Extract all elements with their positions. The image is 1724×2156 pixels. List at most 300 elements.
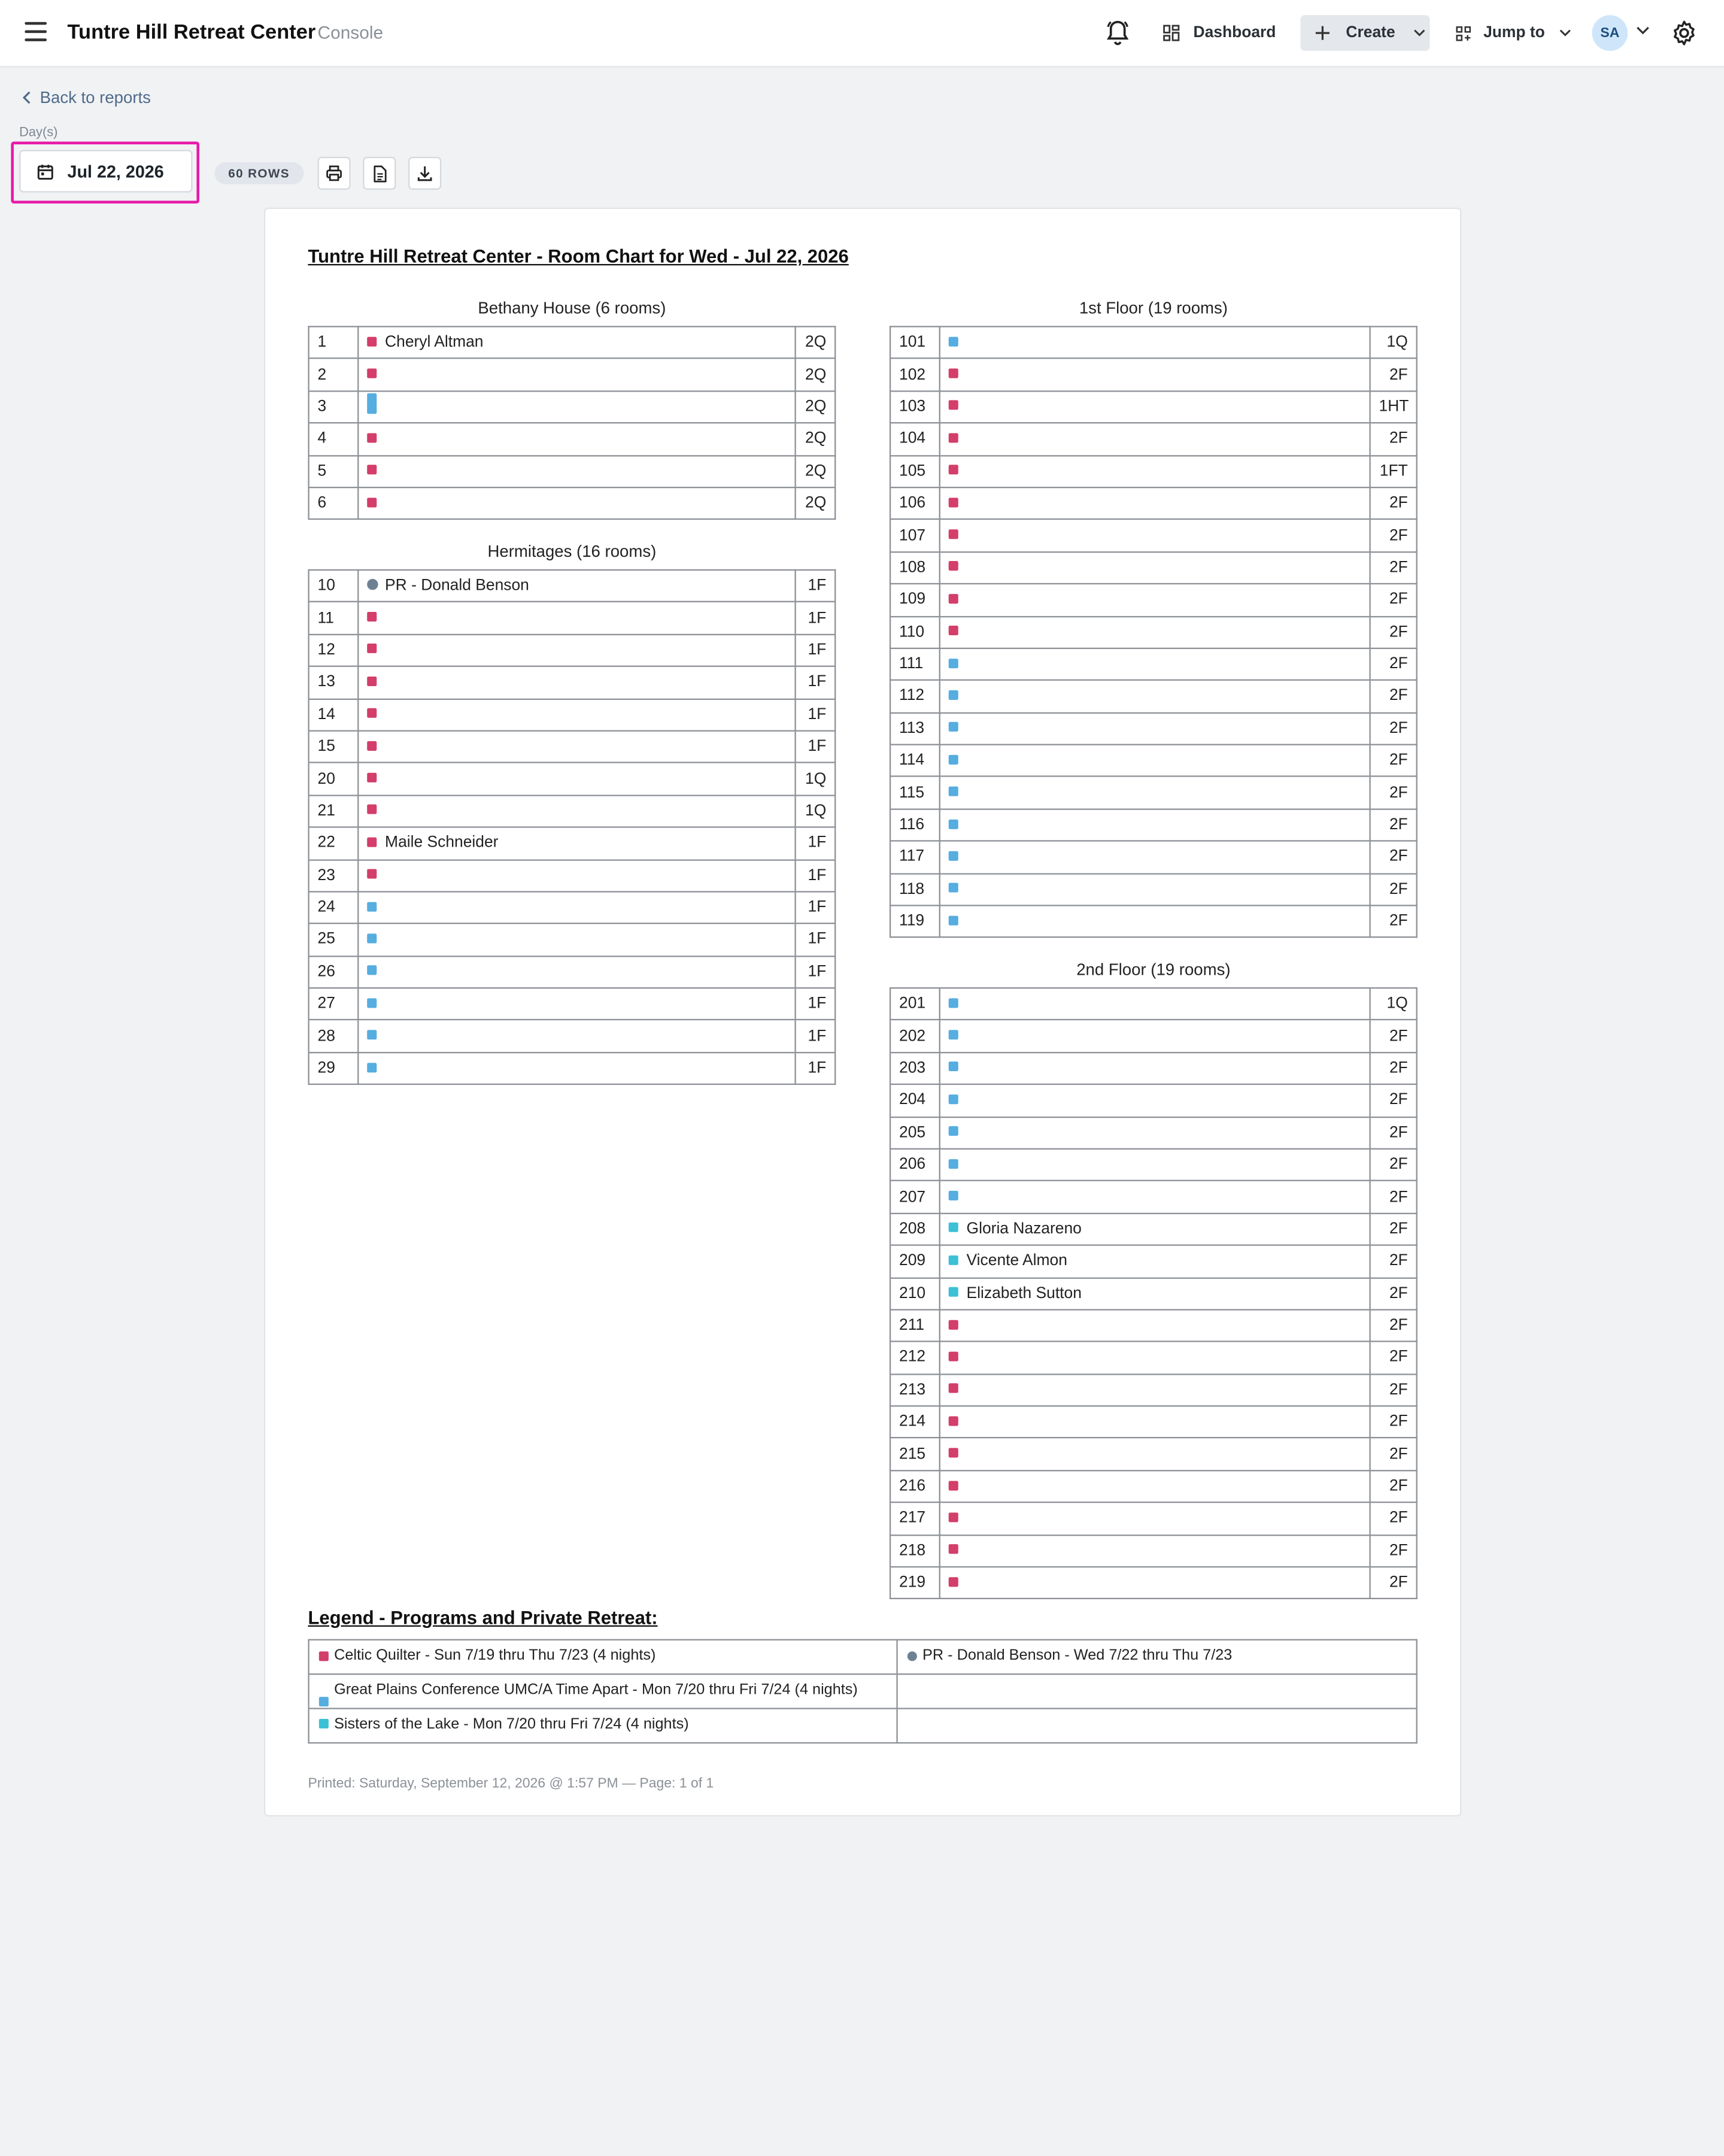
room-number: 103: [890, 391, 940, 423]
room-number: 202: [890, 1020, 940, 1053]
room-type: 2F: [1370, 1470, 1417, 1503]
room-row: [309, 795, 836, 827]
guest-cell: [940, 551, 1370, 584]
room-type: 1F: [796, 827, 836, 860]
room-row: [309, 602, 836, 635]
room-number: 212: [890, 1342, 940, 1374]
room-number: 205: [890, 1117, 940, 1149]
program-marker: [949, 1255, 958, 1265]
room-type: 1Q: [1370, 988, 1417, 1020]
program-marker: [949, 787, 958, 796]
guest-cell: [940, 455, 1370, 487]
room-row: [309, 924, 836, 956]
guest-cell: [940, 1309, 1370, 1342]
room-type: 2F: [1370, 1503, 1417, 1535]
legend-text: Celtic Quilter - Sun 7/19 thru Thu 7/23 (4 nights): [334, 1647, 656, 1664]
guest-cell: [358, 602, 795, 635]
room-number: 207: [890, 1181, 940, 1213]
menu-icon[interactable]: [25, 22, 47, 41]
room-number: 206: [890, 1149, 940, 1181]
room-row: [890, 1535, 1417, 1567]
room-row: [309, 891, 836, 924]
plus-icon: [1315, 25, 1331, 41]
room-number: 15: [309, 731, 359, 763]
room-row: [309, 731, 836, 763]
room-type: 2F: [1370, 1278, 1417, 1310]
room-number: 216: [890, 1470, 940, 1503]
program-marker: [367, 708, 377, 718]
guest-cell: [940, 745, 1370, 777]
guest-cell: [940, 1213, 1370, 1245]
guest-cell: [940, 777, 1370, 809]
room-number: 3: [309, 391, 359, 423]
guest-cell: [940, 1053, 1370, 1085]
guest-cell: [940, 648, 1370, 681]
room-type: 2F: [1370, 1535, 1417, 1567]
room-type: 1F: [796, 602, 836, 635]
room-number: 116: [890, 809, 940, 841]
room-row: [309, 455, 836, 487]
room-row: [890, 809, 1417, 841]
room-row: [309, 988, 836, 1020]
program-marker: [367, 805, 377, 814]
room-type: 2Q: [796, 487, 836, 520]
room-type: 2F: [1370, 520, 1417, 552]
room-row: [309, 391, 836, 423]
room-number: 203: [890, 1053, 940, 1085]
program-marker: [949, 998, 958, 1008]
room-type: 2F: [1370, 1213, 1417, 1245]
room-type: 2F: [1370, 551, 1417, 584]
room-row: [309, 956, 836, 988]
chevron-left-icon: [22, 91, 32, 105]
guest-cell: [940, 680, 1370, 712]
legend-marker: [319, 1697, 329, 1706]
room-row: [890, 1374, 1417, 1406]
room-type: 2F: [1370, 809, 1417, 841]
room-number: 109: [890, 584, 940, 616]
room-type: 2F: [1370, 1020, 1417, 1053]
guest-cell: [358, 859, 795, 891]
program-marker: [367, 933, 377, 943]
create-label: Create: [1346, 25, 1395, 41]
program-marker: [949, 529, 958, 539]
room-row: [890, 520, 1417, 552]
legend-text: PR - Donald Benson - Wed 7/22 thru Thu 7/23: [922, 1647, 1233, 1664]
room-row: [890, 487, 1417, 520]
guest-cell: [358, 827, 795, 860]
back-to-reports-link[interactable]: [22, 88, 151, 107]
room-row: [309, 359, 836, 391]
room-type: 2F: [1370, 487, 1417, 520]
program-marker: [949, 465, 958, 475]
room-type: 1F: [796, 1053, 836, 1085]
guest-cell: [940, 712, 1370, 745]
room-type: 2F: [1370, 1406, 1417, 1439]
guest-cell: [940, 809, 1370, 841]
room-row: [890, 391, 1417, 423]
program-marker: [367, 336, 377, 346]
room-table-bethany-house: [308, 326, 836, 520]
guest-cell: [358, 455, 795, 487]
room-row: [890, 777, 1417, 809]
gear-icon[interactable]: [1670, 19, 1698, 47]
room-type: 1HT: [1370, 391, 1417, 423]
guest-cell: [940, 1438, 1370, 1470]
legend-table: [308, 1639, 1417, 1743]
document-button[interactable]: [363, 157, 396, 190]
room-table-1st-floor: [890, 326, 1418, 938]
document-icon: [372, 164, 387, 182]
guest-cell: [940, 905, 1370, 938]
program-marker: [949, 626, 958, 635]
section-title: Bethany House (6 rooms): [478, 298, 666, 318]
program-marker: [367, 497, 377, 507]
legend-marker: [319, 1720, 329, 1729]
rows-count-badge: 60 ROWS: [214, 162, 303, 184]
room-number: 11: [309, 602, 359, 635]
program-marker: [949, 1191, 958, 1200]
room-row: [309, 763, 836, 795]
room-type: 2F: [1370, 423, 1417, 456]
room-row: [890, 1278, 1417, 1310]
guest-cell: [358, 666, 795, 699]
room-number: 26: [309, 956, 359, 988]
room-type: 1FT: [1370, 455, 1417, 487]
room-number: 215: [890, 1438, 940, 1470]
guest-cell: [940, 1567, 1370, 1599]
calendar-icon: [37, 163, 54, 180]
legend-title: Legend - Programs and Private Retreat:: [308, 1607, 658, 1629]
program-marker: [949, 723, 958, 732]
guest-cell: [940, 584, 1370, 616]
program-marker: [949, 1577, 958, 1587]
dashboard-button[interactable]: [1163, 17, 1276, 50]
room-row: [890, 1084, 1417, 1117]
room-row: [890, 1567, 1417, 1599]
room-type: 1Q: [1370, 326, 1417, 359]
legend-item: [309, 1708, 897, 1742]
guest-cell: [940, 874, 1370, 906]
dashboard-icon: [1163, 25, 1180, 41]
guest-cell: [940, 487, 1370, 520]
room-row: [309, 1053, 836, 1085]
program-marker: [367, 677, 377, 686]
guest-cell: [940, 1020, 1370, 1053]
room-row: [890, 1213, 1417, 1245]
program-marker: [949, 1448, 958, 1458]
room-row: [309, 1020, 836, 1053]
room-row: [890, 551, 1417, 584]
room-type: 2F: [1370, 1053, 1417, 1085]
guest-name: Gloria Nazareno: [966, 1221, 1082, 1238]
room-type: 2F: [1370, 648, 1417, 681]
program-marker: [367, 1062, 377, 1072]
guest-cell: [358, 423, 795, 456]
guest-cell: [940, 1342, 1370, 1374]
room-type: 2F: [1370, 616, 1417, 648]
back-to-reports-label: Back to reports: [40, 87, 151, 108]
guest-cell: [940, 391, 1370, 423]
room-number: 14: [309, 699, 359, 731]
room-number: 5: [309, 455, 359, 487]
room-number: 108: [890, 551, 940, 584]
program-marker: [949, 1223, 958, 1233]
guest-cell: [940, 1535, 1370, 1567]
room-number: 217: [890, 1503, 940, 1535]
dashboard-label: Dashboard: [1193, 25, 1276, 41]
program-marker: [949, 690, 958, 700]
room-number: 13: [309, 666, 359, 699]
room-row: [309, 859, 836, 891]
guest-cell: [940, 616, 1370, 648]
guest-cell: [940, 326, 1370, 359]
program-marker: [949, 1352, 958, 1361]
room-number: 117: [890, 841, 940, 874]
program-marker: [367, 869, 377, 879]
legend-item: [897, 1640, 1417, 1674]
room-row: [890, 1470, 1417, 1503]
room-number: 12: [309, 634, 359, 666]
room-row: [890, 1020, 1417, 1053]
guest-cell: [358, 570, 795, 602]
notifications-button[interactable]: [1106, 18, 1133, 48]
room-row: [890, 1245, 1417, 1278]
guest-cell: [358, 699, 795, 731]
room-number: 204: [890, 1084, 940, 1117]
room-row: [890, 905, 1417, 938]
guest-cell: [940, 1406, 1370, 1439]
room-row: [890, 1406, 1417, 1439]
room-number: 201: [890, 988, 940, 1020]
guest-name: Elizabeth Sutton: [966, 1285, 1082, 1302]
guest-cell: [940, 1374, 1370, 1406]
room-number: 211: [890, 1309, 940, 1342]
room-type: 2F: [1370, 905, 1417, 938]
room-type: 2F: [1370, 1342, 1417, 1374]
room-type: 2F: [1370, 1438, 1417, 1470]
room-type: 2F: [1370, 1374, 1417, 1406]
room-type: 1F: [796, 666, 836, 699]
program-marker: [949, 1416, 958, 1426]
guest-cell: [940, 1084, 1370, 1117]
room-row: [309, 423, 836, 456]
room-row: [890, 584, 1417, 616]
guest-cell: [940, 423, 1370, 456]
guest-cell: [940, 1117, 1370, 1149]
program-marker: [367, 837, 377, 847]
room-type: 2F: [1370, 1084, 1417, 1117]
guest-cell: [358, 988, 795, 1020]
room-type: 2F: [1370, 874, 1417, 906]
room-row: [890, 648, 1417, 681]
room-number: 2: [309, 359, 359, 391]
guest-cell: [940, 1181, 1370, 1213]
chevron-down-icon[interactable]: [1636, 26, 1650, 36]
room-number: 111: [890, 648, 940, 681]
guest-name: PR - Donald Benson: [385, 578, 529, 595]
guest-cell: [358, 487, 795, 520]
app-subtitle: Console: [317, 22, 384, 43]
room-type: 2F: [1370, 712, 1417, 745]
room-type: 2F: [1370, 841, 1417, 874]
program-marker: [949, 754, 958, 764]
guest-cell: [358, 326, 795, 359]
room-row: [890, 359, 1417, 391]
room-type: 1F: [796, 956, 836, 988]
room-number: 23: [309, 859, 359, 891]
program-marker: [949, 1094, 958, 1104]
program-marker: [367, 1030, 377, 1039]
jump-to-button[interactable]: [1456, 17, 1571, 50]
room-type: 1F: [796, 634, 836, 666]
room-row: [309, 326, 836, 359]
avatar[interactable]: SA: [1592, 15, 1628, 51]
create-button[interactable]: [1301, 15, 1430, 51]
room-type: 1F: [796, 891, 836, 924]
room-type: 2Q: [796, 326, 836, 359]
download-button[interactable]: [408, 157, 441, 190]
guest-cell: [358, 795, 795, 827]
room-number: 114: [890, 745, 940, 777]
room-number: 25: [309, 924, 359, 956]
room-type: 2F: [1370, 1567, 1417, 1599]
room-type: 1F: [796, 1020, 836, 1053]
room-row: [890, 680, 1417, 712]
program-marker: [949, 1030, 958, 1039]
legend-row: [309, 1640, 1417, 1674]
program-marker: [949, 1126, 958, 1136]
program-marker: [367, 394, 377, 414]
room-type: 2Q: [796, 359, 836, 391]
room-row: [890, 1181, 1417, 1213]
room-number: 27: [309, 988, 359, 1020]
room-number: 104: [890, 423, 940, 456]
room-number: 21: [309, 795, 359, 827]
legend-row: [309, 1674, 1417, 1708]
program-marker: [949, 819, 958, 829]
date-picker-button[interactable]: [19, 150, 192, 192]
guest-cell: [940, 1503, 1370, 1535]
program-marker: [949, 497, 958, 507]
download-icon: [417, 165, 433, 182]
printed-footer: Printed: Saturday, September 12, 2026 @ 1:57 PM — Page: 1 of 1: [308, 1776, 714, 1792]
guest-cell: [358, 1020, 795, 1053]
program-marker: [949, 1287, 958, 1297]
program-marker: [949, 562, 958, 571]
guest-cell: [358, 956, 795, 988]
program-marker: [367, 773, 377, 783]
chevron-down-icon: [1559, 29, 1571, 37]
room-row: [890, 326, 1417, 359]
room-row: [890, 616, 1417, 648]
room-number: 20: [309, 763, 359, 795]
program-marker: [949, 401, 958, 410]
room-number: 10: [309, 570, 359, 602]
program-marker: [949, 1545, 958, 1554]
room-type: 2F: [1370, 1117, 1417, 1149]
room-type: 2F: [1370, 680, 1417, 712]
room-type: 1F: [796, 570, 836, 602]
program-marker: [949, 1320, 958, 1329]
room-number: 101: [890, 326, 940, 359]
room-type: 1F: [796, 924, 836, 956]
program-marker: [949, 1062, 958, 1072]
program-marker: [949, 658, 958, 668]
room-row: [309, 487, 836, 520]
program-marker: [949, 433, 958, 442]
room-type: 1F: [796, 859, 836, 891]
program-marker: [949, 851, 958, 860]
program-marker: [367, 579, 378, 590]
room-number: 208: [890, 1213, 940, 1245]
room-chart-report: [264, 208, 1461, 1817]
room-type: 2F: [1370, 584, 1417, 616]
room-row: [890, 1309, 1417, 1342]
program-marker: [367, 369, 377, 378]
room-number: 119: [890, 905, 940, 938]
app-title[interactable]: Tuntre Hill Retreat Center: [67, 20, 316, 44]
guest-cell: [940, 1470, 1370, 1503]
room-table-2nd-floor: [890, 987, 1418, 1600]
guest-name: Vicente Almon: [966, 1253, 1067, 1270]
program-marker: [367, 465, 377, 475]
room-number: 214: [890, 1406, 940, 1439]
room-number: 24: [309, 891, 359, 924]
report-title: Tuntre Hill Retreat Center - Room Chart for Wed - Jul 22, 2026: [308, 246, 849, 267]
room-row: [890, 1503, 1417, 1535]
room-number: 1: [309, 326, 359, 359]
room-type: 2F: [1370, 1309, 1417, 1342]
legend-text: Great Plains Conference UMC/A Time Apart - Mon 7/20 thru Fri 7/24 (4 nights): [334, 1681, 858, 1699]
days-label: Day(s): [19, 125, 58, 141]
room-table-hermitages: [308, 569, 836, 1085]
room-row: [890, 712, 1417, 745]
program-marker: [367, 998, 377, 1008]
program-marker: [367, 644, 377, 654]
room-type: 2Q: [796, 455, 836, 487]
room-number: 113: [890, 712, 940, 745]
program-marker: [949, 369, 958, 378]
guest-name: Maile Schneider: [385, 835, 499, 852]
room-row: [309, 634, 836, 666]
guest-cell: [358, 924, 795, 956]
room-number: 4: [309, 423, 359, 456]
program-marker: [949, 1159, 958, 1168]
room-row: [309, 699, 836, 731]
guest-cell: [358, 391, 795, 423]
print-button[interactable]: [318, 157, 351, 190]
program-marker: [949, 336, 958, 346]
guest-name: Cheryl Altman: [385, 334, 484, 351]
program-marker: [949, 1512, 958, 1522]
chevron-down-icon: [1413, 29, 1426, 37]
room-number: 219: [890, 1567, 940, 1599]
room-number: 210: [890, 1278, 940, 1310]
guest-cell: [940, 1278, 1370, 1310]
guest-cell: [358, 359, 795, 391]
room-row: [309, 827, 836, 860]
legend-marker: [907, 1651, 917, 1660]
room-row: [890, 1438, 1417, 1470]
room-type: 2F: [1370, 1245, 1417, 1278]
guest-cell: [940, 1245, 1370, 1278]
guest-cell: [940, 1149, 1370, 1181]
legend-empty-cell: [897, 1708, 1417, 1742]
room-type: 1F: [796, 699, 836, 731]
room-type: 2F: [1370, 1181, 1417, 1213]
guest-cell: [358, 634, 795, 666]
